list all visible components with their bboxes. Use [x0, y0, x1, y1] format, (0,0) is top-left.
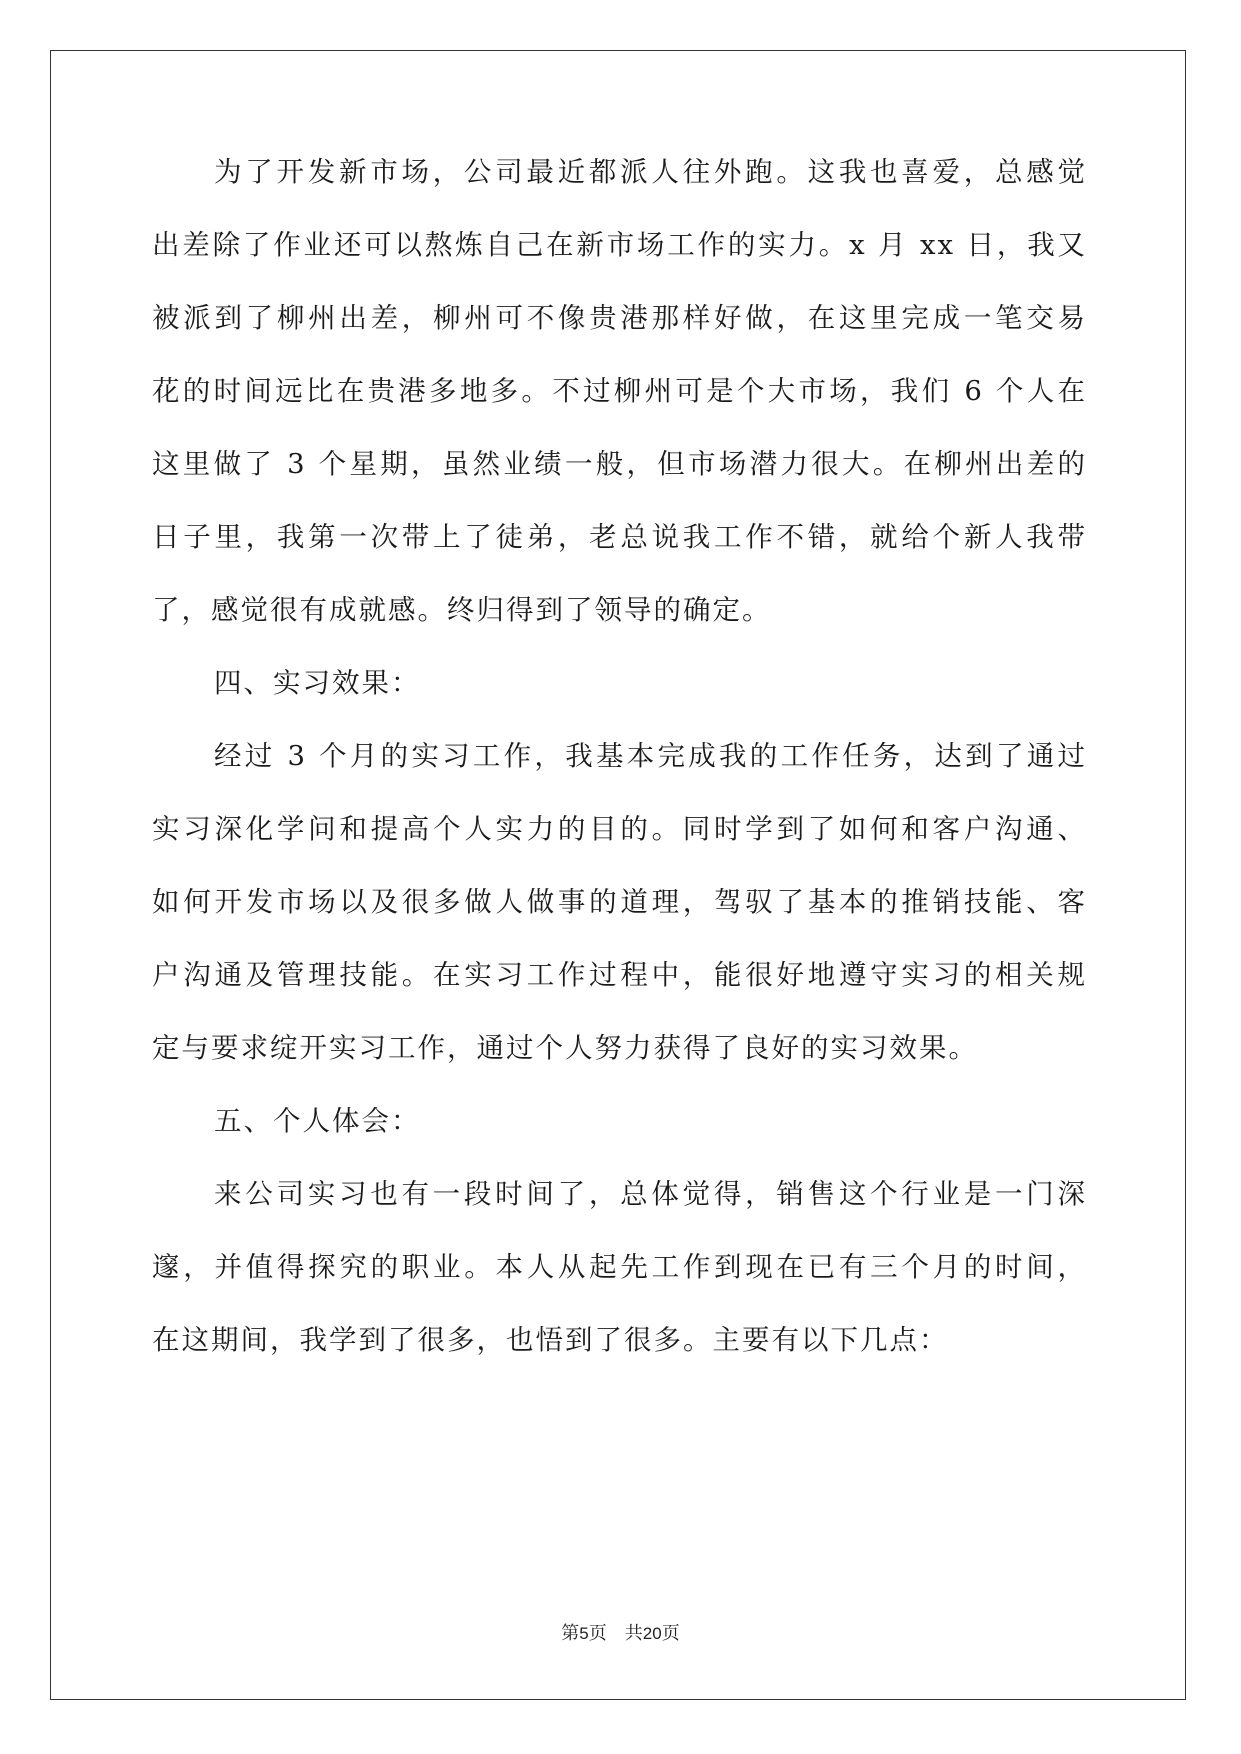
paragraph-line: 定与要求绽开实习工作，通过个人努力获得了良好的实习效果。: [152, 1032, 978, 1064]
paragraph-line: 这里做了 3 个星期，虽然业绩一般，但市场潜力很大。在柳州出差的: [152, 448, 1087, 480]
paragraph-line: 日子里，我第一次带上了徒弟，老总说我工作不错，就给个新人我带: [152, 521, 1087, 553]
paragraph-line: 被派到了柳州出差，柳州可不像贵港那样好做，在这里完成一笔交易: [152, 302, 1087, 334]
section-heading: 五、个人体会：: [214, 1105, 421, 1137]
paragraph-line: 出差除了作业还可以熬炼自己在新市场工作的实力。x 月 xx 日，我又: [152, 229, 1087, 261]
paragraph-line: 邃，并值得探究的职业。本人从起先工作到现在已有三个月的时间，: [152, 1251, 1087, 1283]
paragraph-line: 实习深化学问和提高个人实力的目的。同时学到了如何和客户沟通、: [152, 813, 1087, 845]
page-number: 5: [579, 1624, 589, 1643]
paragraph-line: 经过 3 个月的实习工作，我基本完成我的工作任务，达到了通过: [214, 740, 1087, 772]
total-suffix: 页: [661, 1623, 680, 1644]
paragraph-line: 在这期间，我学到了很多，也悟到了很多。主要有以下几点：: [152, 1324, 949, 1356]
page-footer: [0, 1622, 1241, 1646]
paragraph-line: 如何开发市场以及很多做人做事的道理，驾驭了基本的推销技能、客: [152, 886, 1087, 918]
page-suffix: 页: [588, 1623, 607, 1644]
paragraph-line: 为了开发新市场，公司最近都派人往外跑。这我也喜爱，总感觉: [214, 156, 1087, 188]
paragraph-line: 户沟通及管理技能。在实习工作过程中，能很好地遵守实习的相关规: [152, 959, 1087, 991]
page-prefix: 第: [561, 1623, 580, 1644]
total-prefix: 共: [624, 1623, 643, 1644]
paragraph-line: 花的时间远比在贵港多地多。不过柳州可是个大市场，我们 6 个人在: [152, 375, 1087, 407]
section-heading: 四、实习效果：: [214, 667, 421, 699]
paragraph-line: 了，感觉很有成就感。终归得到了领导的确定。: [152, 594, 772, 626]
paragraph-line: 来公司实习也有一段时间了，总体觉得，销售这个行业是一门深: [214, 1178, 1087, 1210]
total-pages: 20: [642, 1624, 662, 1643]
